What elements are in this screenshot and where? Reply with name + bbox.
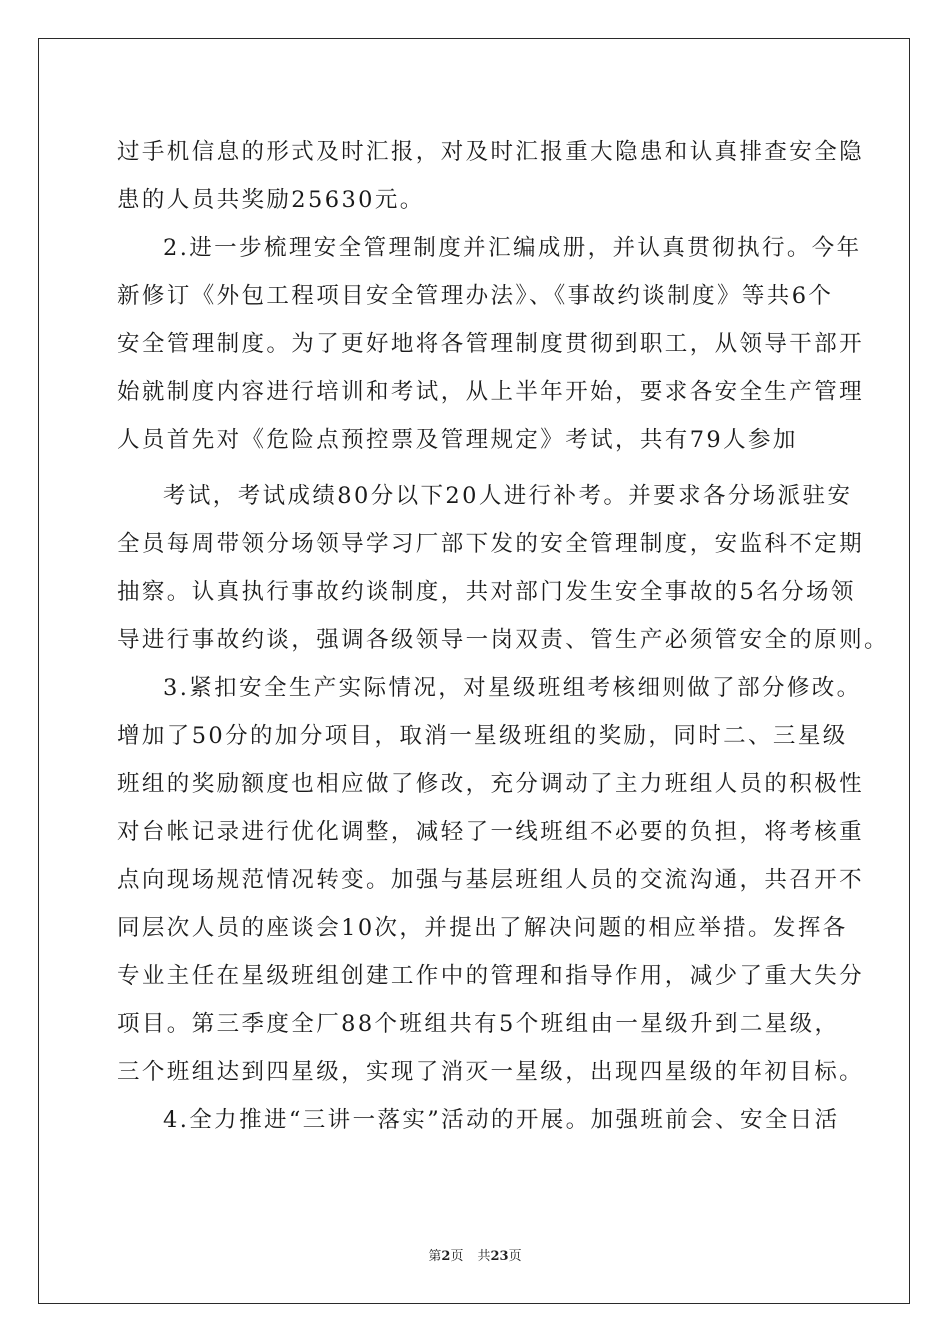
total-label-suffix: 页 <box>508 1249 522 1264</box>
page-label-suffix: 页 <box>450 1249 464 1264</box>
text-line: 对台帐记录进行优化调整，减轻了一线班组不必要的负担，将考核重 <box>117 819 865 845</box>
paragraph-start-line: 2.进一步梳理安全管理制度并汇编成册，并认真贯彻执行。今年 <box>163 235 862 261</box>
total-page-count: 23 <box>490 1249 509 1264</box>
text-line: 专业主任在星级班组创建工作中的管理和指导作用，减少了重大失分 <box>117 963 865 989</box>
paragraph-start-line: 4.全力推进“三讲一落实”活动的开展。加强班前会、安全日活 <box>163 1107 840 1133</box>
text-line: 新修订《外包工程项目安全管理办法》、《事故约谈制度》等共6个 <box>117 283 834 309</box>
text-line: 过手机信息的形式及时汇报，对及时汇报重大隐患和认真排查安全隐 <box>117 139 865 165</box>
text-line: 项目。第三季度全厂88个班组共有5个班组由一星级升到二星级， <box>117 1011 840 1037</box>
text-line: 增加了50分的加分项目，取消一星级班组的奖励，同时二、三星级 <box>117 723 848 749</box>
text-line: 全员每周带领分场领导学习厂部下发的安全管理制度，安监科不定期 <box>117 531 865 557</box>
text-line: 三个班组达到四星级，实现了消灭一星级，出现四星级的年初目标。 <box>117 1059 865 1085</box>
text-line: 安全管理制度。为了更好地将各管理制度贯彻到职工，从领导干部开 <box>117 331 865 357</box>
text-line: 班组的奖励额度也相应做了修改，充分调动了主力班组人员的积极性 <box>117 771 865 797</box>
page-label-prefix: 第 <box>428 1249 442 1264</box>
text-line: 同层次人员的座谈会10次，并提出了解决问题的相应举措。发挥各 <box>117 915 848 941</box>
total-label-prefix: 共 <box>477 1249 491 1264</box>
current-page-number: 2 <box>441 1249 451 1264</box>
text-line: 抽察。认真执行事故约谈制度，共对部门发生安全事故的5名分场领 <box>117 579 856 605</box>
paragraph-start-line: 考试，考试成绩80分以下20人进行补考。并要求各分场派驻安 <box>163 483 853 509</box>
text-line: 始就制度内容进行培训和考试，从上半年开始，要求各安全生产管理 <box>117 379 865 405</box>
text-line: 点向现场规范情况转变。加强与基层班组人员的交流沟通，共召开不 <box>117 867 865 893</box>
text-line: 患的人员共奖励25630元。 <box>117 187 425 213</box>
paragraph-start-line: 3.紧扣安全生产实际情况，对星级班组考核细则做了部分修改。 <box>163 675 862 701</box>
page-footer <box>0 1248 950 1266</box>
text-line: 导进行事故约谈，强调各级领导一岗双责、管生产必须管安全的原则。 <box>117 627 889 653</box>
text-line: 人员首先对《危险点预控票及管理规定》考试，共有79人参加 <box>117 427 798 453</box>
